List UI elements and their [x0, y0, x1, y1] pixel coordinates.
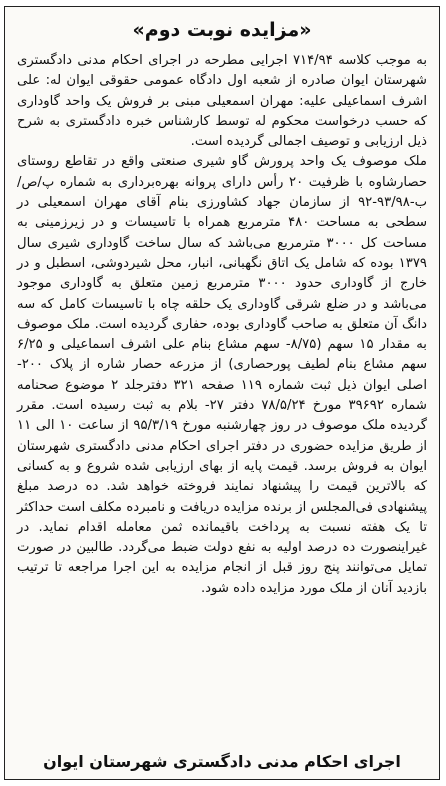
- auction-notice: [4, 6, 440, 780]
- notice-signature: اجرای احکام مدنی دادگستری شهرستان ایوان: [43, 752, 401, 771]
- notice-paragraph-intro: به موجب کلاسه ۷۱۴/۹۴ اجرایی مطرحه در اجرای احکام مدنی دادگستری شهرستان ایوان صادره از شعبه اول دادگاه عمومی حقوقی ایوان له: علی اشرف اسماعیلی علیه: مهران اسمعیلی مبنی بر فروش یک واحد گاوداری که حسب درخواست محکوم له توسط کارشناس خبره دادگستری به شرح ذیل ارزیابی و توصیف اجمالی گردیده است.: [17, 53, 428, 150]
- notice-paragraph-details: ملک موصوف یک واحد پرورش گاو شیری صنعتی واقع در تقاطع روستای حصارشاوه با ظرفیت ۲۰ رأس دارای پروانه بهره‌برداری به شماره پ/ص/ب-۹۳/۹۸-۹۲ از سازمان جهاد کشاورزی بنام آقای مهران اسمعیلی در سطحی به مساحت ۴۸۰ مترمربع همراه با تاسیسات و در زیرزمینی به مساحت کل ۳۰۰۰ مترمربع می‌باشد که سال ساخت گاوداری شیری سال ۱۳۷۹ بوده که شامل یک اتاق نگهبانی، انبار، محل شیردوشی، اسطبل و در خارج از گاوداری حدود ۳۰۰۰ مترمربع زمین متعلق به گاوداری موجود می‌باشد و در ضلع شرقی گاوداری یک حلقه چاه با تاسیسات کامل که سه دانگ آن متعلق به صاحب گاوداری بوده، حفاری گردیده است. ملک موصوف به مقدار ۱۵ سهم (۸/۷۵- سهم مشاع بنام علی اشرف اسماعیلی و ۶/۲۵ سهم مشاع بنام لطیف پورحصاری) از مزرعه حصار شاره از پلاک ۲۰۰- اصلی ایوان ذیل ثبت شماره ۱۱۹ صفحه ۳۲۱ دفترجلد ۲ موضوع صحنامه شماره ۳۹۶۹۲ مورخ ۷۸/۵/۲۴ دفتر ۲۷- بلام به ثبت رسیده است. مقرر گردیده ملک موصوف در روز چهارشنبه مورخ ۹۵/۳/۱۹ از ساعت ۱۰ الی ۱۱ از طریق مزایده حضوری در دفتر اجرای احکام مدنی دادگستری شهرستان ایوان به فروش برسد. قیمت پایه از بهای ارزیابی شده شروع و به کسانی که بالاترین قیمت را پیشنهاد نمایند فروخته خواهد شد. ده درصد مبلغ پیشنهادی فی‌المجلس از برنده مزایده دریافت و نامبرده مکلف است حداکثر تا یک هفته نسبت به پرداخت باقیمانده ثمن معامله اقدام نماید. در غیراینصورت ده درصد اولیه به نفع دولت ضبط می‌گردد. طالبین در صورت تمایل می‌توانند پنج روز قبل از انجام مزایده به این اجرا مراجعه تا ترتیب بازدید آنان از ملک مورد مزایده داده شود.: [17, 154, 428, 596]
- notice-title: «مزایده نوبت دوم»: [132, 19, 312, 41]
- notice-body: [17, 51, 427, 599]
